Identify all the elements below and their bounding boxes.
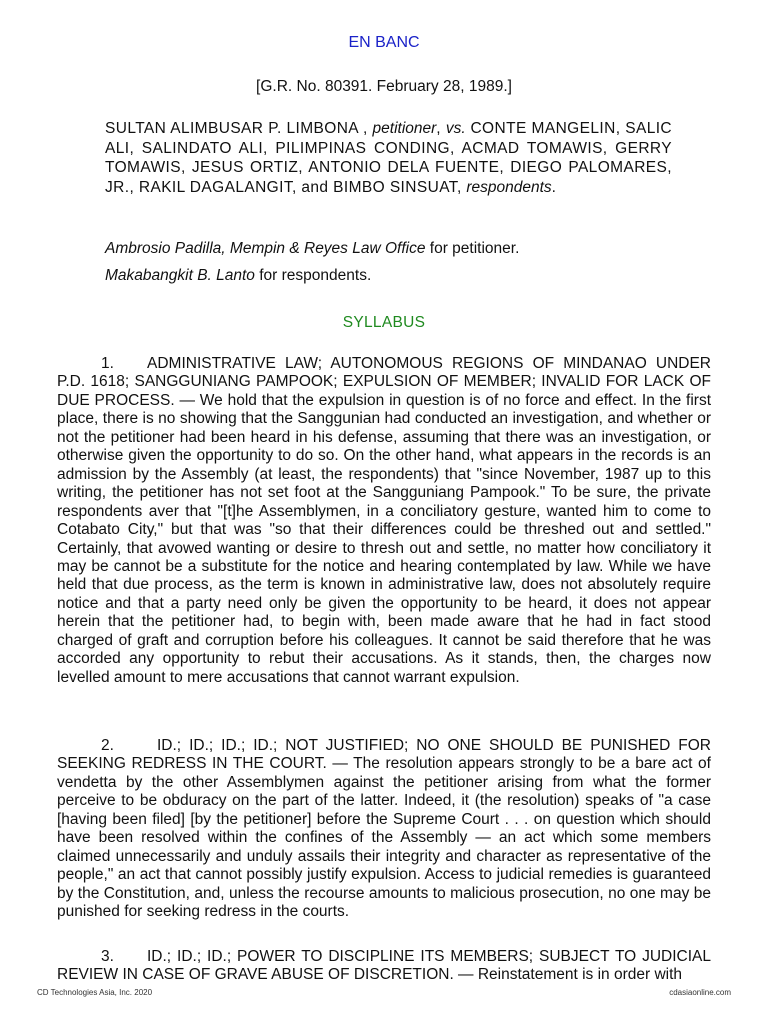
division-heading: EN BANC: [348, 34, 420, 51]
syllabus-item-1: [57, 355, 711, 687]
syllabus-item-2: [57, 737, 711, 922]
case-parties: SULTAN ALIMBUSAR P. LIMBONA , petitioner, vs. CONTE MANGELIN, SALIC ALI, SALINDATO ALI, PILIMPINAS CONDING, ACMAD TOMAWIS, GERRY TOMAWIS, JESUS ORTIZ, ANTONIO DELA FUENTE, DIEGO PALOMARES, JR., RAKIL DAGALANGIT, and BIMBO SINSUAT, respondents.: [105, 120, 673, 196]
respondents-names: CONTE MANGELIN, SALIC ALI, SALINDATO ALI, PILIMPINAS CONDING, ACMAD TOMAWIS, GERRY TOMAWIS, JESUS ORTIZ, ANTONIO DELA FUENTE, DIEGO PALOMARES, JR., RAKIL DAGALANGIT, and BIMBO SINSUAT: [105, 120, 673, 196]
syllabus-item-number: 1.: [101, 355, 114, 372]
counsel-petitioner: [105, 240, 519, 258]
syllabus-item-number: 2.: [101, 737, 114, 754]
petitioner-name: SULTAN ALIMBUSAR P. LIMBONA: [105, 120, 359, 137]
syllabus-item-text: ADMINISTRATIVE LAW; AUTONOMOUS REGIONS OF MINDANAO UNDER P.D. 1618; SANGGUNIANG PAMPOOK; EXPULSION OF MEMBER; INVALID FOR LACK OF DUE PROCESS. — We hold that the expulsion in question is of no force and effect. In the first place, there is no showing that the Sanggunian had conducted an investigation, and whether or not the petitioner had been heard in his defense, assuming that there was an investigation, or otherwise given the opportunity to do so. On the other hand, what appears in the records is an admission by the Assembly (at least, the respondents) that "since November, 1987 up to this writing, the petitioner has not set foot at the Sangguniang Pampook." To be sure, the private respondents aver that "[t]he Assemblymen, in a conciliatory gesture, wanted him to come to Cotabato City," but that was "so that their differences could be threshed out and settled." Certainly, that avowed wanting or desire to thresh out and settle, no matter how conciliatory it may be cannot be a substitute for the notice and hearing contemplated by law. While we have held that due process, as the term is known in administrative law, does not absolutely require notice and that a party need only be given the opportunity to be heard, it does not appear herein that the petitioner had, to begin with, been made aware that he had in fact stood charged of graft and corruption before his colleagues. It cannot be said therefore that he was accorded any opportunity to rebut their accusations. As it stands, then, the charges now levelled amount to mere accusations that cannot warrant expulsion.: [57, 355, 711, 686]
syllabus-item-text: ID.; ID.; ID.; ID.; NOT JUSTIFIED; NO ONE SHOULD BE PUNISHED FOR SEEKING REDRESS IN THE COURT. — The resolution appears strongly to be a bare act of vendetta by the other Assemblymen against the petitioner arising from what the former perceive to be obduracy on the part of the latter. Indeed, it (the resolution) speaks of "a case [having been filed] [by the petitioner] before the Supreme Court . . . on question which should have been resolved within the confines of the Assembly — an act which some members claimed unnecessarily and unduly assails their integrity and character as representative of the people," an act that cannot possibly justify expulsion. Access to judicial remedies is guaranteed by the Constitution, and, unless the recourse amounts to malicious prosecution, no one may be punished for seeking redress in the courts.: [57, 737, 711, 921]
counsel-petitioner-for: for petitioner.: [429, 240, 520, 257]
footer-publisher: CD Technologies Asia, Inc. 2020: [37, 988, 153, 997]
counsel-respondents-name: Makabangkit B. Lanto: [105, 267, 255, 284]
syllabus-heading: SYLLABUS: [342, 314, 426, 331]
footer-website: cdasiaonline.com: [669, 988, 731, 997]
syllabus-item-number: 3.: [101, 948, 114, 965]
versus-label: vs.: [445, 120, 466, 137]
counsel-respondents: [105, 267, 371, 285]
counsel-petitioner-name: Ambrosio Padilla, Mempin & Reyes Law Office: [105, 240, 426, 257]
counsel-respondents-for: for respondents.: [259, 267, 372, 284]
case-number: [G.R. No. 80391. February 28, 1989.]: [256, 78, 512, 95]
syllabus-item-3: [57, 948, 711, 985]
syllabus-item-text: ID.; ID.; ID.; POWER TO DISCIPLINE ITS MEMBERS; SUBJECT TO JUDICIAL REVIEW IN CASE OF GRAVE ABUSE OF DISCRETION. — Reinstatement is in order with: [57, 948, 711, 984]
petitioner-role: petitioner: [372, 120, 437, 137]
respondents-role: respondents: [466, 178, 552, 196]
